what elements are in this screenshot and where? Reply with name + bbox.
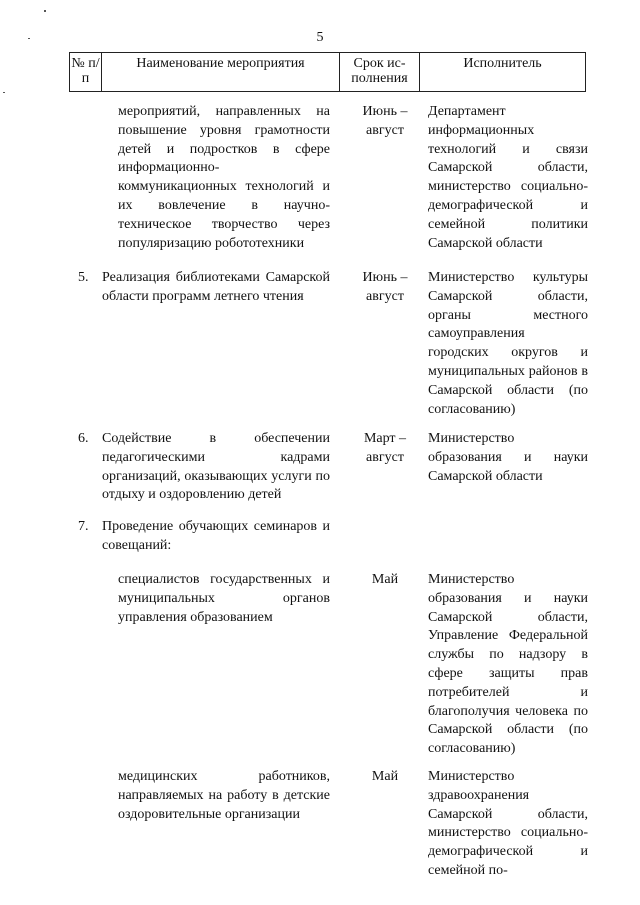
- scan-mark: [44, 10, 46, 12]
- event-name: мероприятий, направленных на повышение уровня грамотности детей и подростков в сфере информационно-коммуникационных технологий и их вовлечение в научно-техническое творчество через популяризацию робототехники: [118, 104, 330, 251]
- event-name: Содействие в обеспечении педагогическими кадрами организаций, оказывающих услуги по отдыху и оздоровлению детей: [102, 431, 330, 503]
- event-number: 7.: [78, 519, 89, 534]
- header-term-column: Срок ис-полнения: [340, 53, 420, 91]
- event-number: 6.: [78, 431, 89, 446]
- table-header: [69, 52, 586, 92]
- event-name: специалистов государственных и муниципальных органов управления образованием: [118, 572, 330, 625]
- page-number: 5: [316, 30, 324, 45]
- event-term: Июнь – август: [362, 270, 408, 304]
- event-executor: Министерство культуры Самарской области, органы местного самоуправления городских округов и муниципальных районов в Самарской области (по согласованию): [428, 270, 588, 417]
- event-executor: Министерство образования и науки Самарской области, Управление Федеральной службы по надзору в сфере защиты прав потребителей и благополучия человека по Самарской области (по согласованию): [428, 572, 588, 757]
- scan-mark: [28, 38, 30, 39]
- header-executor-column: Исполнитель: [463, 56, 542, 71]
- event-executor: Департамент информационных технологий и связи Самарской области, министерство социально-демографической и семейной политики Самарской области: [428, 104, 588, 251]
- event-executor: Министерство образования и науки Самарской области: [428, 431, 588, 484]
- header-name-column: Наименование мероприятия: [102, 53, 340, 91]
- header-number-column: № п/п: [70, 53, 102, 91]
- scan-mark: [3, 92, 5, 93]
- event-term: Май: [371, 572, 399, 587]
- event-name: медицинских работников, направляемых на работу в детские оздоровительные организации: [118, 769, 330, 822]
- event-name: Проведение обучающих семинаров и совещаний:: [102, 519, 330, 553]
- event-number: 5.: [78, 270, 89, 285]
- event-term: Март – август: [363, 431, 407, 465]
- event-executor: Министерство здравоохранения Самарской области, министерство социально-демографической и семейной по-: [428, 769, 588, 878]
- event-term: Июнь – август: [362, 104, 408, 138]
- event-name: Реализация библиотеками Самарской области программ летнего чтения: [102, 270, 330, 304]
- event-term: Май: [371, 769, 399, 784]
